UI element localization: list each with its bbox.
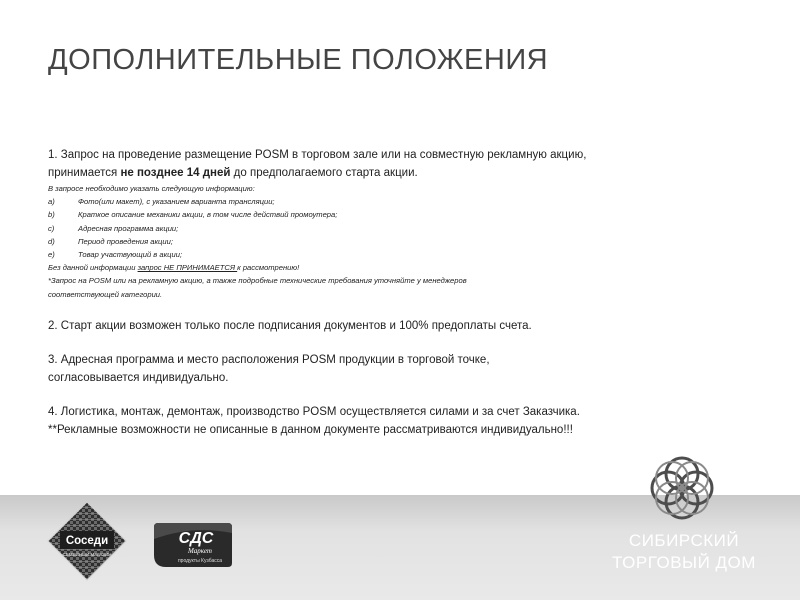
item-4-line2: **Рекламные возможности не описанные в данном документе рассматриваются индивидуально!!! [48, 423, 573, 436]
detail-label: e) [48, 250, 55, 260]
detail-text: Краткое описание механики акции, в том числе действий промоутера; [78, 210, 338, 220]
brand-line2: ТОРГОВЫЙ ДОМ [612, 553, 756, 572]
sosedi-logo [46, 500, 128, 582]
warning-text-after: к рассмотрению! [237, 263, 300, 273]
detail-item-a [48, 195, 768, 208]
detail-text: Товар участвующий в акции; [78, 250, 183, 260]
warning-text-before: Без данной информации [48, 263, 138, 273]
item-3-line1: 3. Адресная программа и место расположения POSM продукции в торговой точке, [48, 353, 490, 366]
warning-line [48, 261, 768, 274]
detail-item-d [48, 235, 768, 248]
request-details [48, 182, 768, 301]
detail-item-c [48, 222, 768, 235]
logo1-subtitle: СЕМЕЙНЫЙ МАГАЗИН [62, 552, 112, 557]
brand-line1: СИБИРСКИЙ [628, 531, 740, 550]
logo2-text: СДС [178, 530, 214, 547]
detail-item-e [48, 248, 768, 261]
item-1-line2 [48, 164, 768, 182]
item-4 [48, 403, 768, 439]
detail-label: a) [48, 197, 55, 207]
item-2: 2. Старт акции возможен только после подписания документов и 100% предоплаты счета. [48, 319, 532, 332]
detail-text: Адресная программа акции; [78, 223, 179, 233]
details-intro: В запросе необходимо указать следующую информацию: [48, 184, 255, 193]
sds-market-logo [152, 519, 234, 569]
logo1-text: Соседи [65, 535, 109, 547]
detail-label: d) [48, 236, 55, 246]
item-3 [48, 351, 768, 387]
warning-underlined: запрос НЕ ПРИНИМАЕТСЯ [137, 263, 238, 273]
deadline-bold-text: не позднее 14 дней [120, 167, 231, 179]
item-1-text-after: до предполагаемого старта акции. [230, 167, 418, 179]
logo2-sub2: продукты Кузбасса [177, 558, 223, 564]
brand-name [604, 530, 764, 574]
note-line1: *Запрос на POSM или на рекламную акцию, а также подробные технические требования уточняйте у менеджеров [48, 276, 467, 286]
detail-text: Фото(или макет), с указанием варианта трансляции; [78, 197, 275, 207]
detail-label: b) [48, 210, 55, 220]
page-title: ДОПОЛНИТЕЛЬНЫЕ ПОЛОЖЕНИЯ [48, 44, 549, 76]
item-4-line1: 4. Логистика, монтаж, демонтаж, производство POSM осуществляется силами и за счет Заказчика. [48, 405, 580, 418]
logo2-sub1: Маркет [188, 547, 212, 555]
detail-text: Период проведения акции; [78, 236, 173, 246]
item-3-line2: согласовывается индивидуально. [48, 371, 229, 384]
item-1-text-before: принимается [48, 167, 121, 179]
detail-label: c) [48, 223, 55, 233]
item-1-line1: 1. Запрос на проведение размещение POSM в торговом зале или на совместную рекламную акцию, [48, 149, 587, 161]
detail-item-b [48, 208, 768, 221]
item-1 [48, 146, 768, 182]
note-line2: соответствующей категории. [48, 289, 163, 299]
content-body [48, 146, 768, 439]
siberian-trade-house-emblem [644, 450, 720, 526]
